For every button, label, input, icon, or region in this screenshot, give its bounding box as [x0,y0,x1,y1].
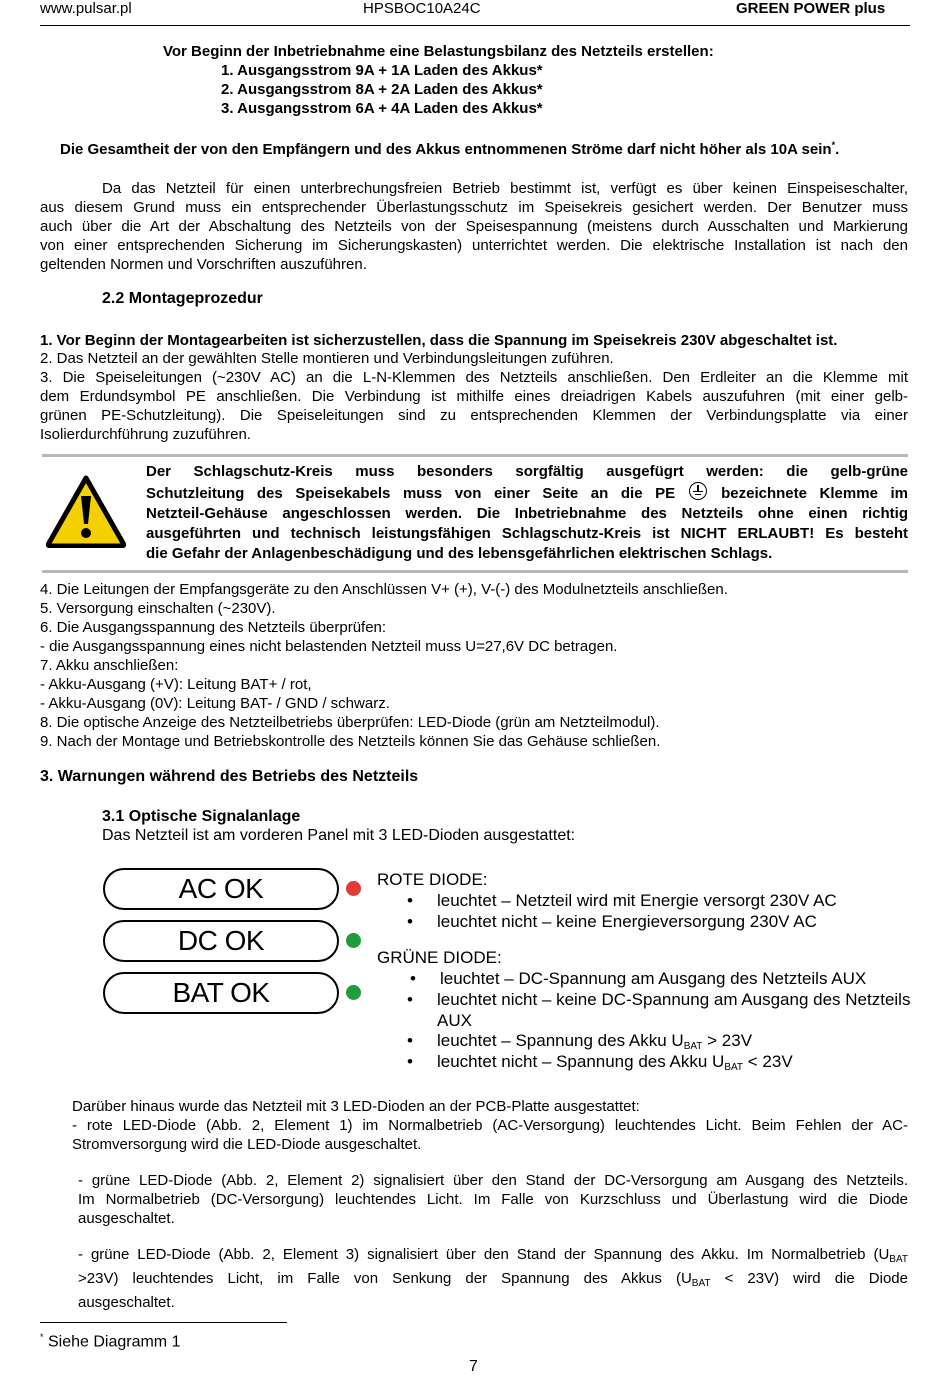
subsection-intro: Das Netzteil ist am vorderen Panel mit 3 LED-Dioden ausgestattet: [102,827,576,844]
paragraph-line: geltenden Normen und Vorschriften auszuführen. [40,256,367,273]
bullet-icon: • [407,1031,413,1050]
paragraph-line: auch über die Art der Abschaltung des Netzteils von der Speisespannung (meistens durch Ausschalten und Markierung [40,218,908,235]
step-2: 2. Das Netzteil an der gewählten Stelle montieren und Verbindungsleitungen zuführen. [40,350,614,367]
warning-line: Der Schlagschutz-Kreis muss besonders sorgfältig ausgefügrt werden: die gelb-grüne [146,463,908,480]
led-label-ac-ok: AC OK [103,868,339,910]
bullet-icon: • [407,912,413,931]
balance-item: 1. Ausgangsstrom 9A + 1A Laden des Akkus* [221,62,543,79]
pcb-green-led-3: - grüne LED-Diode (Abb. 2, Element 3) signalisiert über den Stand der Spannung des Akku. Im Normalbetrieb ($U_{BAT}$ >23V) leuchtendes Licht, im Falle von Senkung der Spannung des Akkus $(U_{BAT} < 23V)$ wird die Diode ausgeschaltet. [78,1246,908,1311]
green-diode-title: GRÜNE DIODE: [377,948,502,967]
step-line: 6. Die Ausgangsspannung des Netzteils überprüfen: [40,619,387,636]
warning-triangle-icon [45,474,127,548]
paragraph-line: Da das Netzteil für einen unterbrechungsfreien Betrieb bestimmt ist, verfügt es über keinen Einspeiseschalter, [102,180,908,197]
green-diode-item: • leuchtet nicht – keine DC-Spannung am Ausgang des Netzteils AUX [407,990,911,1030]
red-diode-item: • leuchtet nicht – keine Energieversorgung 230V AC [407,912,817,931]
step-line: 3. Die Speiseleitungen (~230V AC) an die L-N-Klemmen des Netzteils anschließen. Den Erdleiter an die Klemme mit [40,369,908,386]
intro-paragraph [40,179,908,274]
balance-item: 3. Ausgangsstrom 6A + 4A Laden des Akkus* [221,100,543,117]
led-label-bat-ok: BAT OK [103,972,339,1014]
green-led-icon [346,933,361,948]
pcb-intro: Darüber hinaus wurde das Netzteil mit 3 LED-Dioden an der PCB-Platte ausgestattet: [72,1098,640,1115]
page-number: 7 [469,1358,478,1375]
step-line: grünen PE-Schutzleitung). Die Speiseleitungen sind zu entsprechenden Klemmen der Verbindungsplatte via einer [40,407,908,424]
green-led-icon [346,985,361,1000]
step-line: 9. Nach der Montage und Betriebskontrolle des Netzteils können Sie das Gehäuse schließen. [40,733,661,750]
green-diode-item: • leuchtet nicht – Spannung des Akku $U_{BAT} < 23V$ [407,1052,793,1073]
green-diode-item: • leuchtet – DC-Spannung am Ausgang des Netzteils AUX [407,968,866,989]
paragraph-line: aus diesem Grund muss ein entsprechender Überlastungsschutz im Speisekreis gesichert werden. Der Benutzer muss [40,199,908,216]
footnote-mark: * [831,140,836,150]
footnote-rule [40,1322,287,1323]
step-line: 8. Die optische Anzeige des Netzteilbetriebs überprüfen: LED-Diode (grün am Netzteilmodul). [40,714,660,731]
warning-text [146,462,908,564]
subsection-heading: 3.1 Optische Signalanlage [102,808,301,825]
step-1: 1. Vor Beginn der Montagearbeiten ist sicherzustellen, dass die Spannung im Speisekreis 230V abgeschaltet ist. [40,332,838,349]
red-diode-item: • leuchtet – Netzteil wird mit Energie versorgt 230V AC [407,891,837,910]
model-name: HPSBOC10A24C [363,0,481,17]
step-3 [40,368,908,444]
protective-earth-icon [689,482,707,500]
step-line: dem Erdundsymbol PE anschließen. Die Verbindung ist mithilfe eines dreiadrigen Kabels auszufuhren (mit einer gelb- [40,388,908,405]
step-line: 7. Akku anschließen: [40,657,179,674]
header-rule [40,25,910,26]
step-line: - Akku-Ausgang (0V): Leitung BAT- / GND / schwarz. [40,695,390,712]
section-heading: 3. Warnungen während des Betriebs des Netzteils [40,768,419,785]
red-diode-title: ROTE DIODE: [377,870,488,889]
pcb-green-led-2: - grüne LED-Diode (Abb. 2, Element 2) signalisiert über den Stand der DC-Versorgung am Ausgang des Netzteils. Im Normalbetrieb (DC-Versorgung) leuchtendes Licht. Im Falle von Kurzschluss und Überlastung wird die Diode ausgeschaltet. [78,1172,908,1227]
green-diode-item: • leuchtet – Spannung des Akku $U_{BAT} > 23V$ [407,1031,753,1052]
section-heading: 2.2 Montageprozedur [102,290,263,307]
pcb-red-led: - rote LED-Diode (Abb. 2, Element 1) im Normalbetrieb (AC-Versorgung) leuchtendes Licht. Beim Fehlen der AC- Stromversorgung wird die LED-Diode ausgeschaltet. [72,1117,908,1153]
warning-line: die Gefahr der Anlagenbeschädigung und des lebensgefährlichen elektrischen Schlags. [146,545,773,562]
separator [42,454,908,457]
balance-item: 2. Ausgangsstrom 8A + 2A Laden des Akkus* [221,81,543,98]
warning-line: Schutzleitung des Speisekabels muss von einer Seite an die PE bezeichnete Klemme im [146,482,908,504]
bullet-icon: • [407,1052,413,1071]
warning-line: ausgeführten und technisch leistungsfähigen Schlagschutz-Kreis ist NICHT ERLAUBT! Es besteht [146,525,908,542]
led-label-dc-ok: DC OK [103,920,339,962]
website: www.pulsar.pl [40,0,132,17]
warning-line: Netzteil-Gehäuse angeschlossen werden. Die Inbetriebnahme des Netzteils ohne einen richtig [146,505,908,522]
bullet-icon: • [410,969,416,988]
paragraph-line: von einer entsprechenden Sicherung im Sicherungskasten) unterrichtet werden. Die elektrische Installation ist nach den [40,237,908,254]
step-line: - Akku-Ausgang (+V): Leitung BAT+ / rot, [40,676,312,693]
bullet-icon: • [407,990,413,1009]
red-led-icon [346,881,361,896]
footnote: * Siehe Diagramm 1 [40,1332,181,1351]
brand-name: GREEN POWER plus [736,0,886,17]
bullet-icon: • [407,891,413,910]
step-line: 5. Versorgung einschalten (~230V). [40,600,276,617]
balance-intro: Vor Beginn der Inbetriebnahme eine Belastungsbilanz des Netzteils erstellen: [163,43,714,60]
step-line: 4. Die Leitungen der Empfangsgeräte zu den Anschlüssen V+ (+), V-(-) des Modulnetzteils anschließen. [40,581,728,598]
steps-list [40,580,728,751]
step-line: Isolierdurchführung zuzuführen. [40,426,251,443]
step-line: - die Ausgangsspannung eines nicht belastenden Netzteil muss U=27,6V DC betragen. [40,638,618,655]
current-limit-note: Die Gesamtheit der von den Empfängern und des Akkus entnommenen Ströme darf nicht höher als 10A sein*. [60,140,840,158]
separator [42,570,908,573]
